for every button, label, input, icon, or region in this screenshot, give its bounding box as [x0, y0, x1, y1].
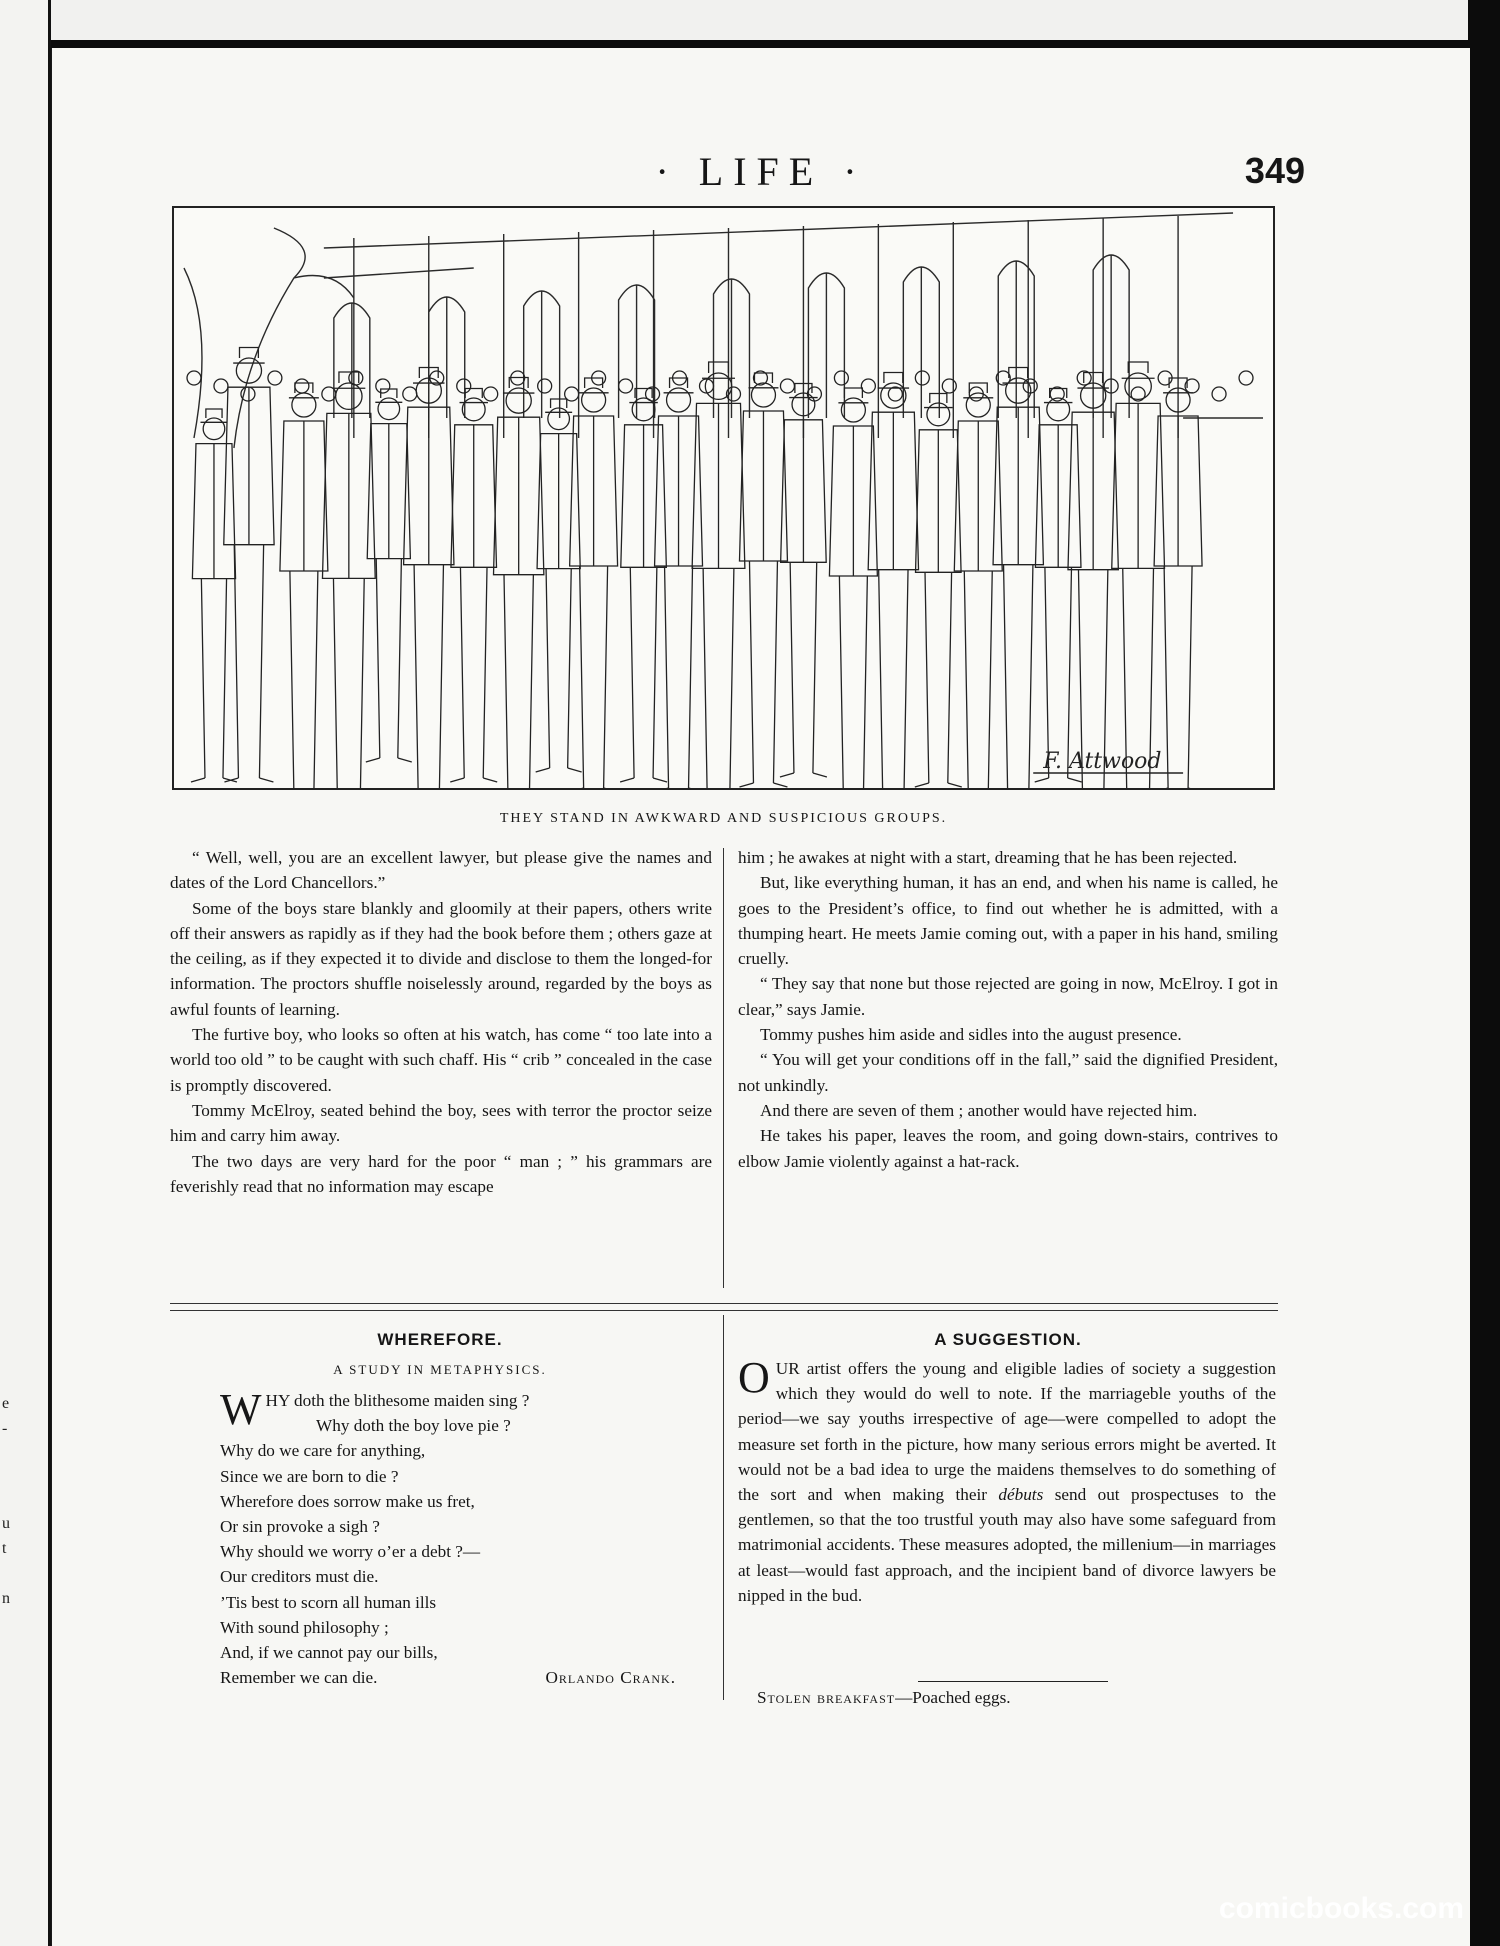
poem-line: Why do we care for anything,	[220, 1441, 426, 1461]
adjacent-page-fragment: n	[2, 1590, 10, 1607]
poem-author: Orlando Crank.	[545, 1668, 676, 1688]
article-paragraph: The two days are very hard for the poor “ man ; ” his grammars are feverishly read that no information may escape	[170, 1151, 712, 1196]
stolen-breakfast-quip	[757, 1688, 1277, 1708]
article-paragraph: Some of the boys stare blankly and gloomily at their papers, others write off their answers as rapidly as if they had the book before them ; others gaze at the ceiling, as if they expected it to divide and disclose to them the longed-for information. The proctors shuffle noiselessly around, regarded by the boys as awful founts of learning.	[170, 898, 712, 1019]
magazine-page	[52, 48, 1470, 1946]
artist-signature: F. Attwood	[1043, 748, 1162, 775]
poem-line: Or sin provoke a sigh ?	[220, 1517, 380, 1537]
article-paragraph: “ Well, well, you are an excellent lawyer, but please give the names and dates of the Lord Chancellors.”	[170, 848, 712, 893]
article-paragraph: Tommy pushes him aside and sidles into the august presence.	[760, 1025, 1182, 1045]
illustration-caption: THEY STAND IN AWKWARD AND SUSPICIOUS GROUPS.	[499, 811, 948, 826]
adjacent-page-fragment: u	[2, 1515, 10, 1532]
suggestion-dropcap: O	[738, 1353, 770, 1402]
article-left-column	[170, 845, 712, 1199]
poem	[220, 1385, 710, 1690]
article-paragraph: “ You will get your conditions off in the fall,” said the dignified President, not unkindly.	[738, 1050, 1278, 1095]
poem-line: Remember we can die.	[220, 1668, 378, 1688]
adjacent-page-strip	[0, 0, 51, 1946]
magazine-title: · LIFE ·	[655, 149, 867, 194]
article-paragraph: He takes his paper, leaves the room, and going down-stairs, contrives to elbow Jamie violently against a hat-rack.	[738, 1126, 1278, 1171]
article-paragraph: The furtive boy, who looks so often at his watch, has come “ too late into a world too old ” to be caught with such chaff. His “ crib ” concealed in the case is promptly discovered.	[170, 1025, 712, 1095]
poem-line: Why should we worry o’er a debt ?—	[220, 1542, 481, 1562]
article-paragraph: Tommy McElroy, seated behind the boy, sees with terror the proctor seize him and carry him away.	[170, 1100, 712, 1146]
watermark: comicbooks.com	[1218, 1892, 1464, 1925]
poem-line: And, if we cannot pay our bills,	[220, 1643, 438, 1663]
suggestion-body	[738, 1353, 1277, 1608]
suggestion-text: send out prospectuses to the gentlemen, so that the too trustful youth may also have some safeguard from matrimonial accidents. These measures adopted, the millenium—in marriages at least—would fast approach, and the incipient band of divorce lawyers be nipped in the bud.	[738, 1485, 1277, 1605]
article-paragraph: him ; he awakes at night with a start, dreaming that he has been rejected.	[738, 848, 1238, 867]
adjacent-page-fragment: -	[2, 1420, 8, 1437]
poem-line: Since we are born to die ?	[220, 1466, 399, 1486]
article-paragraph: “ They say that none but those rejected are going in now, McElroy. I got in clear,” says Jamie.	[738, 974, 1278, 1019]
poem-line: With sound philosophy ;	[220, 1617, 389, 1637]
quip-label: Stolen breakfast	[757, 1688, 896, 1707]
suggestion-italic-word: débuts	[998, 1485, 1044, 1505]
poem-line: Why doth the boy love pie ?	[316, 1416, 511, 1436]
suggestion-heading: A SUGGESTION.	[934, 1330, 1082, 1349]
scan-right-edge	[1470, 0, 1500, 1946]
short-rule	[918, 1681, 1108, 1682]
article-paragraph: And there are seven of them ; another would have rejected him.	[760, 1100, 1198, 1120]
poem-dropcap: W	[220, 1385, 262, 1434]
poem-subtitle: A STUDY IN METAPHYSICS.	[333, 1362, 547, 1377]
column-divider	[723, 848, 724, 1288]
suggestion-text: UR artist offers the young and eligible ladies of society a suggestion which they would do well to note. If the marriageble youths of the period—we say youths irrespective of age—were compelled to adopt the measure set forth in the picture, how many serious errors might be averted. It would not be a bad idea to urge the maidens themselves to do something of the sort and when making their	[738, 1359, 1276, 1505]
article-paragraph: But, like everything human, it has an end, and when his name is called, he goes to the President’s office, to find out whether he is admitted, with a thumping heart. He meets Jamie coming out, with a paper in his hand, smiling cruelly.	[738, 873, 1278, 969]
engraving-illustration	[172, 206, 1275, 790]
poem-line: Our creditors must die.	[220, 1567, 379, 1587]
masthead	[52, 148, 1470, 208]
article-right-column	[738, 845, 1278, 1174]
poem-line: Wherefore does sorrow make us fret,	[220, 1491, 475, 1511]
section-divider	[170, 1303, 1278, 1311]
page-number: 349	[1244, 150, 1305, 191]
top-binding-edge	[0, 0, 1500, 48]
poem-heading: WHEREFORE.	[377, 1330, 503, 1349]
crowd-drawing	[174, 208, 1273, 788]
column-divider	[723, 1315, 724, 1700]
poem-line: HY doth the blithesome maiden sing ?	[265, 1391, 530, 1410]
adjacent-page-fragment: t	[2, 1540, 7, 1557]
poem-line: ’Tis best to scorn all human ills	[220, 1592, 437, 1612]
quip-text: —Poached eggs.	[895, 1688, 1011, 1707]
adjacent-page-fragment: e	[2, 1395, 10, 1412]
